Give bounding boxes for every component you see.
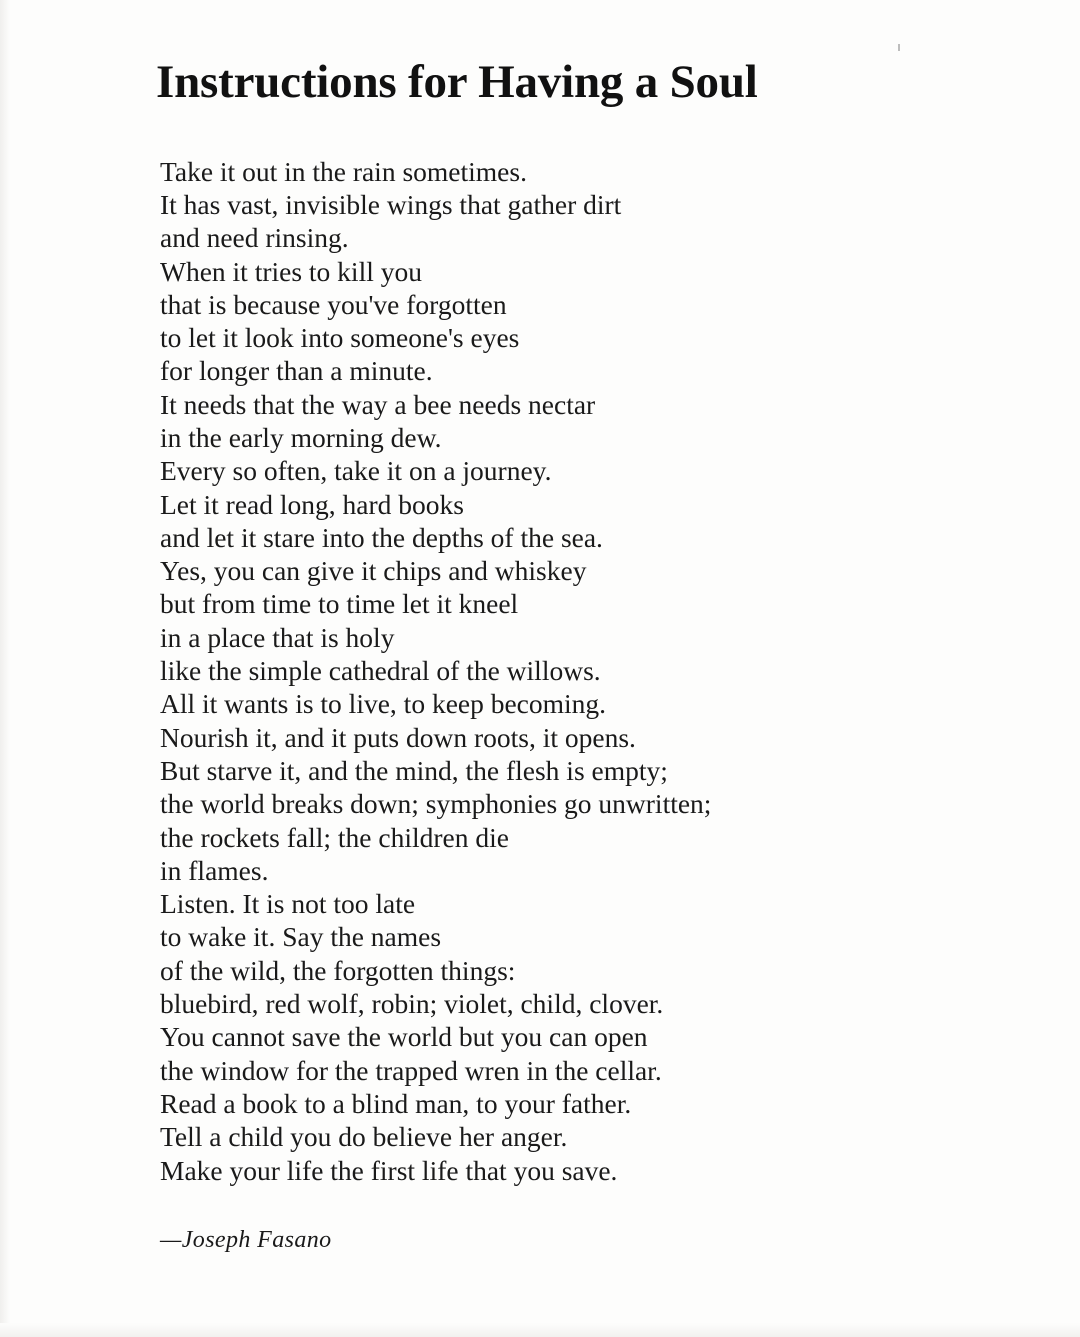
poem-line: Listen. It is not too late <box>160 888 416 920</box>
poem-body <box>160 155 1020 1187</box>
poem-line: in the early morning dew. <box>160 422 442 453</box>
poem-line: Let it read long, hard books <box>160 488 464 520</box>
poem-line: in flames. <box>160 854 269 886</box>
poem-line: to let it look into someone's eyes <box>160 322 520 354</box>
poem-line: like the simple cathedral of the willows. <box>160 655 601 687</box>
poem-line: the world breaks down; symphonies go unwritten; <box>160 788 712 820</box>
poem-line: but from time to time let it kneel <box>160 588 519 620</box>
poem-line: Tell a child you do believe her anger. <box>160 1121 568 1153</box>
poem-line: to wake it. Say the names <box>160 921 442 953</box>
poem-line: and let it stare into the depths of the sea. <box>160 521 603 553</box>
poem-line: in a place that is holy <box>160 621 395 653</box>
author-attribution: —Joseph Fasano <box>160 1226 332 1253</box>
poem-line: Every so often, take it on a journey. <box>160 455 552 487</box>
page-title: Instructions for Having a Soul <box>156 56 758 108</box>
poem-line: the window for the trapped wren in the cellar. <box>160 1054 662 1086</box>
poem-line: the rockets fall; the children die <box>160 821 509 853</box>
poem-line: Nourish it, and it puts down roots, it opens. <box>160 721 636 753</box>
poem-line: Take it out in the rain sometimes. <box>160 155 527 187</box>
poem-line: When it tries to kill you <box>160 255 422 287</box>
poem-line: But starve it, and the mind, the flesh is empty; <box>160 754 668 786</box>
poem-line: of the wild, the forgotten things: <box>160 954 516 986</box>
poem-line: You cannot save the world but you can open <box>160 1021 648 1053</box>
page-left-edge-shadow <box>0 0 10 1337</box>
poem-line: Read a book to a blind man, to your father. <box>160 1087 632 1119</box>
page-bottom-edge-shadow <box>0 1323 1080 1337</box>
poem-line: It needs that the way a bee needs nectar <box>160 388 596 420</box>
poem-line: bluebird, red wolf, robin; violet, child, clover. <box>160 988 664 1020</box>
poem-line: All it wants is to live, to keep becoming. <box>160 688 607 720</box>
poem-line: Yes, you can give it chips and whiskey <box>160 555 587 587</box>
page-speck-mark <box>898 44 900 51</box>
poem-line: and need rinsing. <box>160 222 349 254</box>
poem-line: It has vast, invisible wings that gather dirt <box>160 188 622 220</box>
poem-line: Make your life the first life that you save. <box>160 1154 618 1186</box>
poem-line: for longer than a minute. <box>160 355 433 387</box>
poem-line: that is because you've forgotten <box>160 288 507 320</box>
